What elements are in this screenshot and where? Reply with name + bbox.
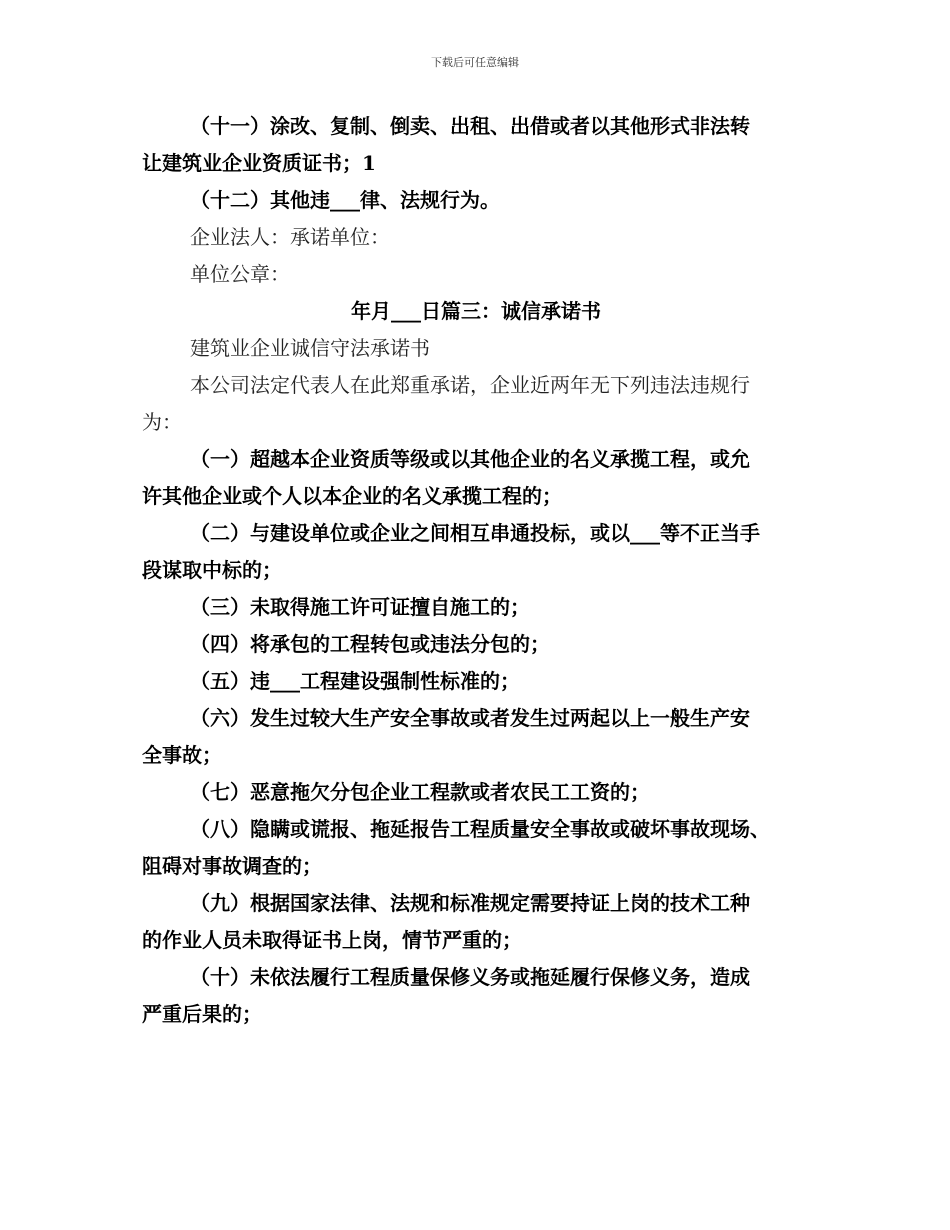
text-line: （十二）其他违___律、法规行为。	[190, 188, 500, 212]
text-line: 段谋取中标的；	[142, 558, 282, 582]
text-line: 阻碍对事故调查的；	[142, 854, 322, 878]
text-line: （十）未依法履行工程质量保修义务或拖延履行保修义务，造成	[190, 965, 750, 989]
section-heading: 年月___日篇三：诚信承诺书	[351, 299, 601, 323]
text-line: 单位公章：	[190, 262, 290, 286]
text-line: 本公司法定代表人在此郑重承诺，企业近两年无下列违法违规行	[190, 373, 750, 397]
text-line: 为：	[142, 410, 182, 434]
text-line: （三）未取得施工许可证擅自施工的；	[190, 595, 530, 619]
text-line: （二）与建设单位或企业之间相互串通投标，或以___等不正当手	[190, 521, 760, 545]
text-line: （六）发生过较大生产安全事故或者发生过两起以上一般生产安	[190, 706, 750, 730]
text-line: （九）根据国家法律、法规和标准规定需要持证上岗的技术工种	[190, 891, 750, 915]
document-body	[142, 108, 810, 1033]
text-line: 建筑业企业诚信守法承诺书	[190, 336, 430, 360]
text-line: （七）恶意拖欠分包企业工程款或者农民工工资的；	[190, 780, 650, 804]
text-line: （十一）涂改、复制、倒卖、出租、出借或者以其他形式非法转	[190, 114, 750, 138]
text-line: 的作业人员未取得证书上岗，情节严重的；	[142, 928, 522, 952]
text-line: 让建筑业企业资质证书；1	[142, 151, 376, 175]
text-line: （八）隐瞒或谎报、拖延报告工程质量安全事故或破坏事故现场、	[190, 817, 770, 841]
page-header: 下载后可任意编辑	[431, 56, 519, 69]
text-line: 严重后果的；	[142, 1002, 262, 1026]
text-line: 许其他企业或个人以本企业的名义承揽工程的；	[142, 484, 562, 508]
text-line: （四）将承包的工程转包或违法分包的；	[190, 632, 550, 656]
text-line: （一）超越本企业资质等级或以其他企业的名义承揽工程，或允	[190, 447, 750, 471]
text-line: （五）违___工程建设强制性标准的；	[190, 669, 520, 693]
text-line: 企业法人：承诺单位：	[190, 225, 390, 249]
text-line: 全事故；	[142, 743, 222, 767]
